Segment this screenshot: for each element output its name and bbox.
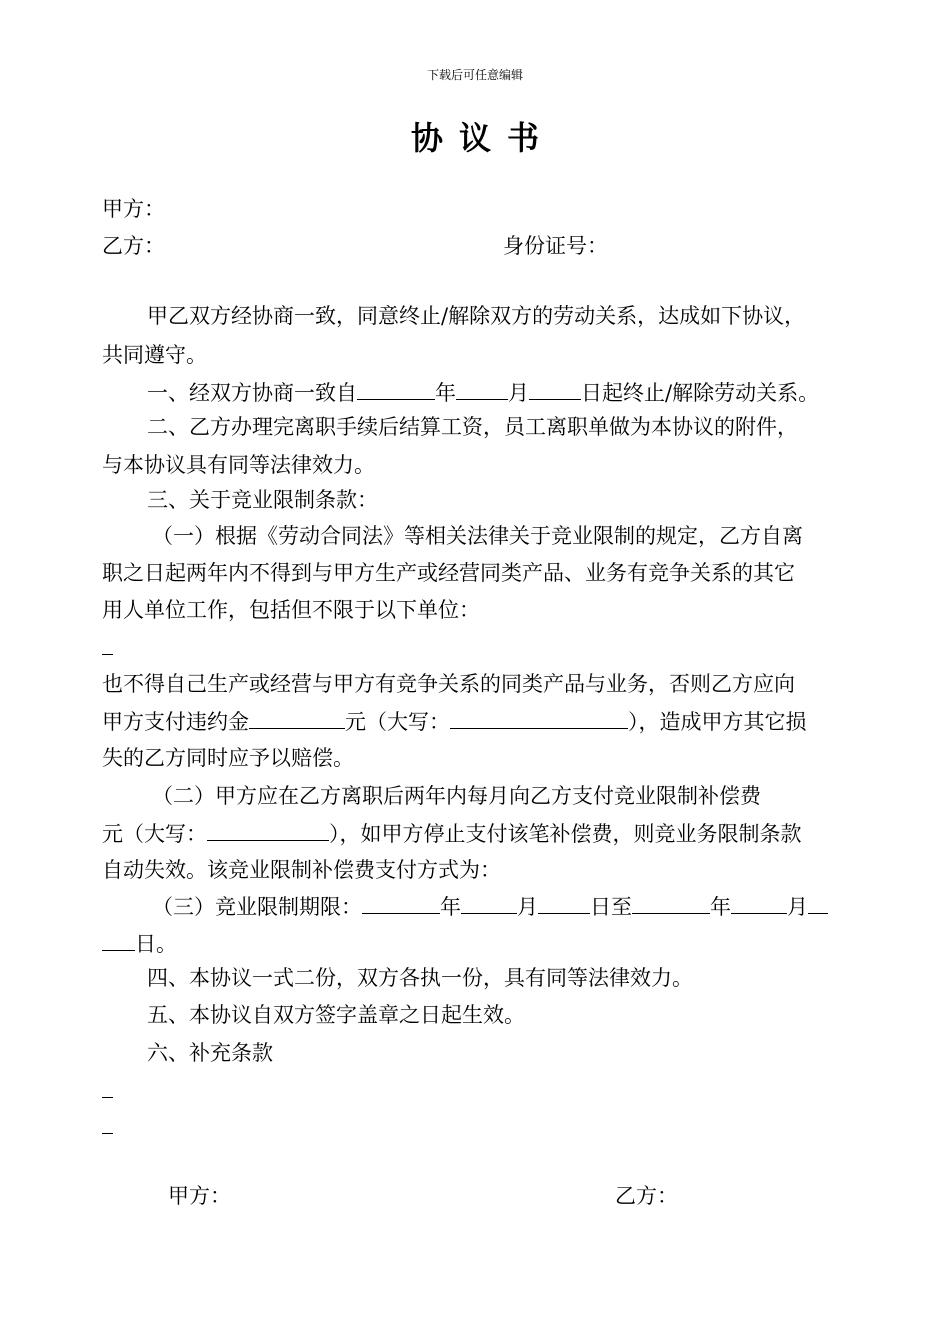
clause-1-suffix: 日起终止/解除劳动关系。 <box>581 381 820 405</box>
penalty-uppercase-label: 元（大写： <box>345 710 450 734</box>
compensation-uppercase-label: 元（大写： <box>102 822 207 846</box>
header-note: 下载后可任意编辑 <box>426 68 523 82</box>
sub-clause-1-cont-line-2 <box>102 706 807 737</box>
clause-5: 五、本协议自双方签字盖章之日起生效。 <box>147 1003 525 1027</box>
period-end-label: 日。 <box>135 932 177 956</box>
sub-clause-1-line-3: 用人单位工作，包括但不限于以下单位： <box>102 598 480 622</box>
blank-year[interactable] <box>357 377 435 400</box>
blank-day[interactable] <box>529 377 581 400</box>
blank-line-marker[interactable] <box>102 654 113 655</box>
sub-clause-2-line-1: （二）甲方应在乙方离职后两年内每月向乙方支付竞业限制补偿费 <box>152 784 761 808</box>
clause-1-prefix: 一、经双方协商一致自 <box>147 381 357 405</box>
intro-line-2: 共同遵守。 <box>102 343 207 367</box>
blank-end-day-part-1[interactable] <box>808 891 828 914</box>
clause-4: 四、本协议一式二份，双方各执一份，具有同等法律效力。 <box>147 966 693 990</box>
blank-start-day[interactable] <box>538 891 590 914</box>
clause-1-year-label: 年 <box>435 381 456 405</box>
clause-1 <box>147 377 819 408</box>
blank-end-month[interactable] <box>731 891 787 914</box>
sub-clause-3-line-1 <box>152 891 828 922</box>
compensation-suffix: ），如甲方停止支付该笔补偿费，则竞业务限制条款 <box>329 822 802 846</box>
penalty-suffix: ），造成甲方其它损 <box>628 710 807 734</box>
sub-clause-2-line-3: 自动失效。该竞业限制补偿费支付方式为： <box>102 858 501 882</box>
period-year2-label: 年 <box>710 895 731 919</box>
period-to-label: 日至 <box>590 895 632 919</box>
signature-party-b: 乙方： <box>615 1184 678 1208</box>
clause-6: 六、补充条款 <box>147 1041 273 1065</box>
blank-end-year[interactable] <box>632 891 710 914</box>
period-label: （三）竞业限制期限： <box>152 895 362 919</box>
id-number-label: 身份证号： <box>503 234 608 258</box>
document-title: 协议书 <box>410 119 555 157</box>
sub-clause-1-cont-line-1: 也不得自己生产或经营与甲方有竞争关系的同类产品与业务，否则乙方应向 <box>102 672 795 696</box>
period-month2-label: 月 <box>787 895 808 919</box>
sub-clause-2-line-2 <box>102 818 802 849</box>
blank-end-day-part-2[interactable] <box>102 928 135 951</box>
clause-3-title: 三、关于竞业限制条款： <box>147 488 378 512</box>
party-b-label: 乙方： <box>102 234 165 258</box>
blank-start-month[interactable] <box>461 891 517 914</box>
blank-compensation-uppercase[interactable] <box>207 818 329 841</box>
period-year-label: 年 <box>440 895 461 919</box>
blank-penalty-uppercase[interactable] <box>450 706 628 729</box>
blank-month[interactable] <box>456 377 508 400</box>
period-month-label: 月 <box>517 895 538 919</box>
clause-1-month-label: 月 <box>508 381 529 405</box>
blank-start-year[interactable] <box>362 891 440 914</box>
clause-2-line-1: 二、乙方办理完离职手续后结算工资，员工离职单做为本协议的附件， <box>147 415 798 439</box>
supplement-line-1[interactable] <box>102 1097 113 1098</box>
signature-party-a: 甲方： <box>168 1184 231 1208</box>
sub-clause-3-line-2 <box>102 928 177 959</box>
blank-penalty-amount[interactable] <box>249 706 345 729</box>
sub-clause-1-line-1: （一）根据《劳动合同法》等相关法律关于竞业限制的规定，乙方自离 <box>152 524 803 548</box>
intro-line-1: 甲乙双方经协商一致，同意终止/解除双方的劳动关系，达成如下协议， <box>147 304 806 328</box>
sub-clause-1-cont-line-3: 失的乙方同时应予以赔偿。 <box>102 746 354 770</box>
sub-clause-1-line-2: 职之日起两年内不得到与甲方生产或经营同类产品、业务有竞争关系的其它 <box>102 561 795 585</box>
clause-2-line-2: 与本协议具有同等法律效力。 <box>102 453 375 477</box>
party-a-label: 甲方： <box>102 197 165 221</box>
supplement-line-2[interactable] <box>102 1133 113 1134</box>
penalty-label: 甲方支付违约金 <box>102 710 249 734</box>
